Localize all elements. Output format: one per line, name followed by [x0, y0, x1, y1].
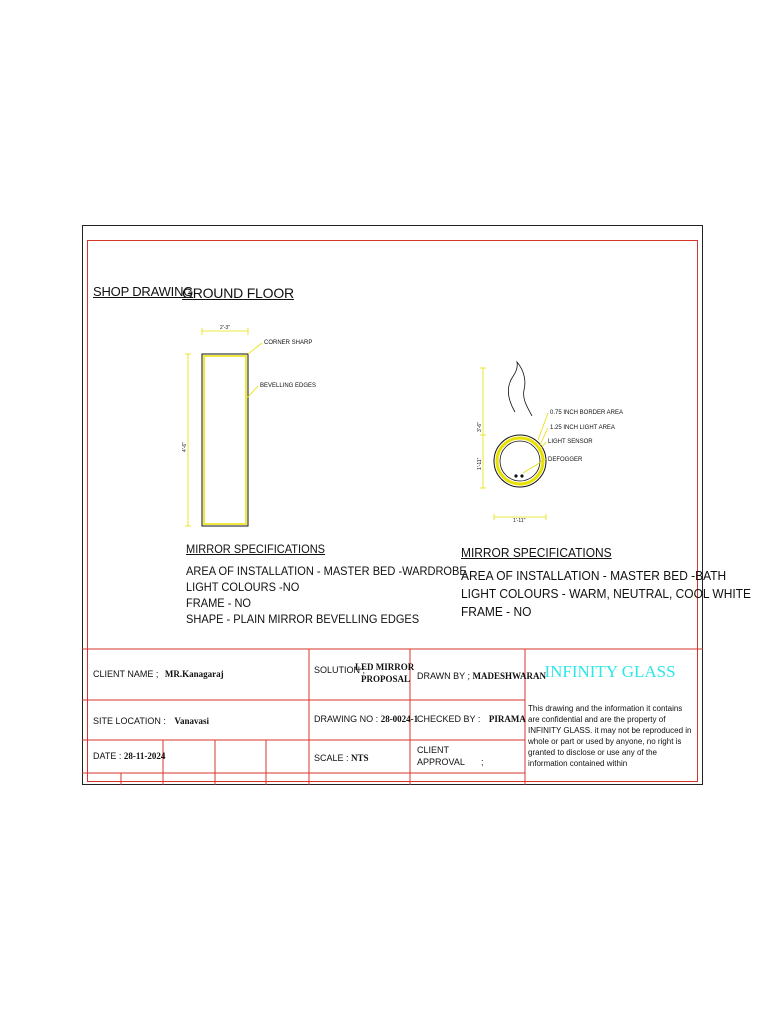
site-location-value: Vanavasi	[174, 716, 210, 726]
spec-right-line: LIGHT COLOURS - WARM, NEUTRAL, COOL WHITE	[461, 586, 751, 601]
checked-by-label: CHECKED BY :	[417, 714, 481, 724]
scale-value: NTS	[351, 753, 369, 763]
right-diameter-dim: 1'-11"	[477, 457, 483, 470]
spec-left-title: MIRROR SPECIFICATIONS	[186, 542, 326, 556]
right-height-dim: 3'-6"	[477, 422, 483, 432]
scale-cell	[314, 753, 369, 763]
client-name-value: MR.Kanagaraj	[164, 669, 224, 679]
solution-label: SOLUTION ;	[314, 665, 366, 675]
rectangular-mirror-drawing	[182, 325, 316, 526]
round-mirror-drawing	[477, 362, 623, 524]
site-location-cell	[93, 716, 209, 726]
spec-right-line: AREA OF INSTALLATION - MASTER BED -BATH	[461, 568, 727, 583]
callout-border-area: 0.75 INCH BORDER AREA	[550, 410, 624, 416]
date-value: 28-11-2024	[123, 751, 166, 761]
spec-right	[461, 545, 751, 621]
solution-value-line1: LED MIRROR	[355, 662, 415, 672]
drawn-by-cell	[417, 671, 546, 681]
client-approval-sep: ;	[481, 757, 484, 767]
spec-right-line: FRAME - NO	[461, 604, 532, 619]
date-cell	[93, 751, 165, 761]
spec-left-line: AREA OF INSTALLATION - MASTER BED -WARDROBE	[186, 564, 467, 578]
left-height-dim: 4'-6"	[182, 442, 188, 452]
client-approval-label-2: APPROVAL	[417, 757, 465, 767]
callout-corner-sharp: CORNER SHARP	[264, 340, 313, 346]
callout-bevelling-edges: BEVELLING EDGES	[260, 383, 317, 389]
callout-light-sensor: LIGHT SENSOR	[548, 439, 593, 445]
client-approval-cell	[417, 744, 484, 768]
spec-left-line: LIGHT COLOURS -NO	[186, 580, 300, 594]
callout-light-area: 1.25 INCH LIGHT AREA	[550, 425, 615, 431]
spec-left-line: SHAPE - PLAIN MIRROR BEVELLING EDGES	[186, 612, 420, 626]
client-name-label: CLIENT NAME ;	[93, 669, 159, 679]
confidentiality-notice: This drawing and the information it contains are confidential and are the property of INFINITY GLASS. it may not be reproduced in whole or part or used by anyone, no right is granted to disclose or use any of the information contained within	[528, 704, 692, 768]
drawing-no-value: 28-0024-1	[380, 714, 419, 724]
scale-label: SCALE :	[314, 753, 349, 763]
left-width-dim: 2'-3"	[220, 325, 230, 331]
checked-by-cell	[417, 714, 526, 724]
ground-floor-heading: GROUND FLOOR	[182, 285, 294, 301]
drawn-by-value: MADESHWARAN	[472, 671, 547, 681]
spec-left-line: FRAME - NO	[186, 596, 252, 610]
site-location-label: SITE LOCATION :	[93, 716, 166, 726]
callout-defogger: DEFOGGER	[548, 457, 583, 463]
drawn-by-label: DRAWN BY ;	[417, 671, 471, 681]
right-width-dim: 1'-11"	[513, 518, 526, 524]
spec-left	[186, 541, 467, 627]
drawing-no-cell	[314, 714, 418, 724]
shop-drawing-heading: SHOP DRAWING	[93, 284, 194, 299]
checked-by-value: PIRAMA	[488, 714, 526, 724]
solution-value-line2: PROPOSAL	[361, 674, 411, 684]
spec-right-title: MIRROR SPECIFICATIONS	[461, 545, 612, 560]
date-label: DATE :	[93, 751, 122, 761]
solution-value	[355, 661, 414, 685]
client-approval-label-1: CLIENT	[417, 745, 450, 755]
brand-logo-text: INFINITY GLASS	[544, 662, 676, 681]
client-name-cell	[93, 669, 224, 679]
drawing-no-label: DRAWING NO :	[314, 714, 379, 724]
